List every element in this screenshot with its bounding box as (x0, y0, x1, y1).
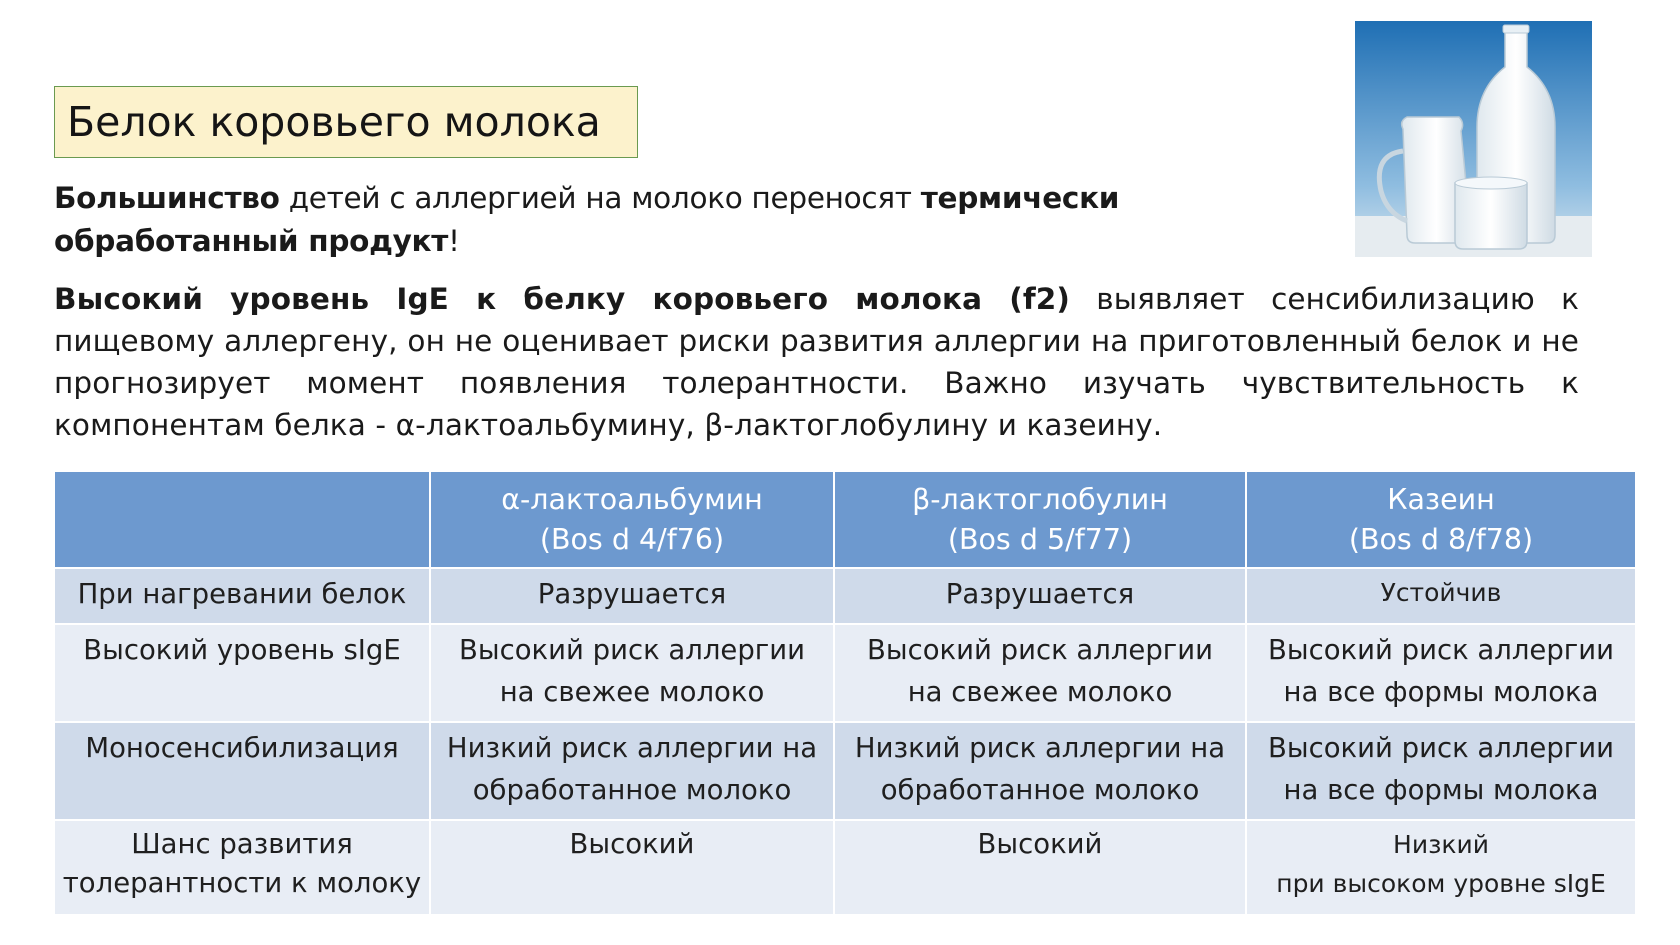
cell-line: на свежее молоко (499, 676, 765, 708)
table-cell (1246, 722, 1636, 820)
cell-line: на все формы молока (1283, 676, 1599, 708)
cell-line: обработанное молоко (472, 774, 792, 806)
cell-line: Низкий (1393, 830, 1489, 859)
table-row (54, 820, 1636, 915)
slide-title-text: Белок коровьего молока (67, 98, 601, 146)
milk-photo (1355, 21, 1592, 257)
table-cell (834, 820, 1246, 915)
header-beta-lactoglobulin (834, 471, 1246, 568)
table-cell (834, 722, 1246, 820)
table-cell (834, 568, 1246, 624)
cell-line: Устойчив (1380, 578, 1502, 607)
cell-line: Высокий риск аллергии (867, 634, 1213, 666)
table-row (54, 722, 1636, 820)
table-cell (1246, 624, 1636, 722)
header-line: α-лактоальбумин (501, 482, 763, 516)
intro-paragraph (54, 177, 1154, 263)
row-label (54, 820, 430, 915)
slide-title (54, 86, 638, 158)
description-bold: Высокий уровень IgE к белку коровьего молока (f2) (54, 282, 1070, 316)
table-cell (1246, 568, 1636, 624)
header-line: (Bos d 5/f77) (947, 522, 1133, 556)
table-cell (430, 568, 834, 624)
cell-line: Разрушается (945, 578, 1135, 610)
cell-line: Высокий (569, 828, 695, 860)
table-cell (834, 624, 1246, 722)
cell-line: при высоком уровне sIgE (1276, 869, 1606, 898)
row-label (54, 624, 430, 722)
table-row (54, 568, 1636, 624)
table-header-row (54, 471, 1636, 568)
cell-line: При нагревании белок (77, 578, 407, 610)
table-row (54, 624, 1636, 722)
cell-line: Моносенсибилизация (85, 732, 399, 764)
cell-line: обработанное молоко (880, 774, 1200, 806)
cell-line: Высокий риск аллергии (1268, 732, 1614, 764)
table-cell (430, 722, 834, 820)
cell-line: Шанс развития (131, 828, 353, 860)
cell-line: Высокий уровень sIgE (83, 634, 401, 666)
cell-line: Разрушается (537, 578, 727, 610)
cell-line: Высокий (977, 828, 1103, 860)
cell-line: Низкий риск аллергии на (854, 732, 1226, 764)
row-label (54, 722, 430, 820)
header-line: Казеин (1387, 482, 1495, 516)
header-casein (1246, 471, 1636, 568)
milk-protein-table (53, 470, 1637, 916)
row-label (54, 568, 430, 624)
intro-bold-2: термически обработанный продукт (54, 181, 1120, 258)
cell-line: толерантности к молоку (62, 867, 422, 899)
table-cell (430, 820, 834, 915)
description-text: выявляет сенсибилизацию к пищевому аллергену, он не оценивает риски развития аллергии на приготовленный белок и не прогнозирует момент появления толерантности. Важно изучать чувствительность к компонентам белка - α-лактоальбумину, β-лактоглобулину и казеину. (54, 282, 1579, 442)
cell-line: на свежее молоко (907, 676, 1173, 708)
description-paragraph (54, 278, 1579, 446)
header-empty (54, 471, 430, 568)
intro-text-2: ! (448, 224, 460, 258)
cell-line: Высокий риск аллергии (459, 634, 805, 666)
header-line: β-лактоглобулин (912, 482, 1168, 516)
intro-bold-1: Большинство (54, 181, 280, 215)
table-cell (1246, 820, 1636, 915)
cell-line: на все формы молока (1283, 774, 1599, 806)
cell-line: Высокий риск аллергии (1268, 634, 1614, 666)
header-line: (Bos d 8/f78) (1348, 522, 1534, 556)
table-cell (430, 624, 834, 722)
header-line: (Bos d 4/f76) (539, 522, 725, 556)
cell-line: Низкий риск аллергии на (446, 732, 818, 764)
header-alpha-lactalbumin (430, 471, 834, 568)
intro-text-1: детей с аллергией на молоко переносят (279, 181, 921, 215)
